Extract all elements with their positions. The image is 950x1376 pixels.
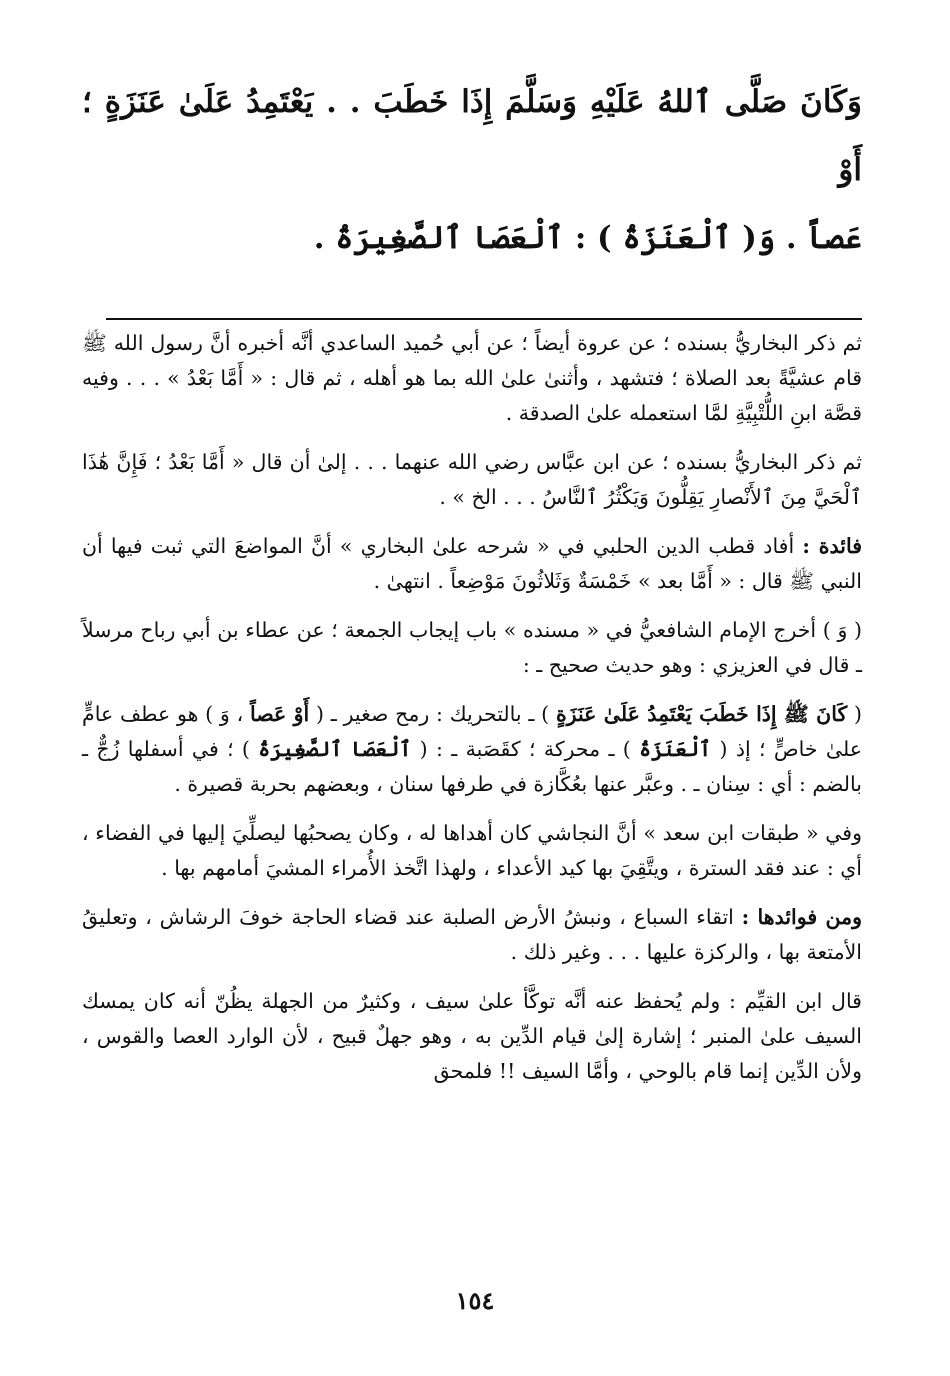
benefits-heading: ومن فوائدها : xyxy=(741,905,862,929)
commentary-paragraph-2: ثم ذكر البخاريُّ بسنده ؛ عن ابن عبَّاس رضي الله عنهما . . . إلىٰ أن قال « أَمَّا بَعْدُ ؛ فَإِنَّ هَٰذَا ٱلْحَيَّ مِنَ ٱلأَنْصارِ يَقِلُّونَ وَيَكْثُرُ ٱلنَّاسُ . . . الخ » . xyxy=(82,450,862,509)
page-number: ١٥٤ xyxy=(455,1286,495,1315)
footnote-separator xyxy=(106,318,862,320)
hadith-text xyxy=(82,68,862,272)
commentary-paragraph-5 xyxy=(82,697,862,802)
commentary-paragraph-1: ثم ذكر البخاريُّ بسنده ؛ عن عروة أيضاً ؛ عن أبي حُميد الساعدي أنَّه أخبره أنَّ رسول الله ﷺ قام عشيَّةً بعد الصلاة ؛ فتشهد ، وأثنىٰ علىٰ الله بما هو أهله ، ثم قال : « أَمَّا بَعْدُ » . . . وفيه قصَّة ابنِ اللُّتْبِيَّةِ لمَّا استعمله علىٰ الصدقة . xyxy=(82,331,862,425)
hadith-line-1: وَكَانَ صَلَّى ٱللهُ عَلَيْهِ وَسَلَّمَ إِذَا خَطَبَ . . يَعْتَمِدُ عَلَىٰ عَنَزَةٍ ؛ أَوْ xyxy=(82,84,862,188)
commentary-paragraph-3 xyxy=(82,529,862,599)
p5-text-5: ) ؛ في أسفلها زُجٌّ ـ بالضم : أي : سِنان ـ . وعبَّر عنها بعُكَّازة في طرفها سنان ، وبعضهم بحربة قصيرة . xyxy=(82,737,862,796)
p5-text-3: ، وَ ) هو عطف عامٍّ علىٰ خاصٍّ ؛ إذ ( xyxy=(82,702,862,761)
commentary-paragraph-6: وفي « طبقات ابن سعد » أنَّ النجاشي كان أهداها له ، وكان يصحبُها ليصلِّيَ إليها في الفضاء ، أي : عند فقد السترة ، ويتَّقِيَ بها كيد الأعداء ، ولهذا اتَّخذ الأُمراء المشيَ أمامهم بها . xyxy=(82,821,862,880)
p5-text-1: ( xyxy=(847,702,863,726)
commentary-paragraph-7 xyxy=(82,900,862,970)
commentary xyxy=(82,326,862,1089)
commentary-paragraph-4: ( وَ ) أخرج الإمام الشافعيُّ في « مسنده » باب إيجاب الجمعة ؛ عن عطاء بن أبي رباح مرسلاً ـ قال في العزيزي : وهو حديث صحيح ـ : xyxy=(82,618,862,677)
hadith-line-2: عَصاً . وَ( ٱلْعَنَزَةُ ) : ٱلْعَصَا ٱلصَّغِيرَةُ . xyxy=(313,220,862,256)
p5-quote-3: ٱلْعَنَزَةُ xyxy=(639,737,712,761)
benefit-heading: فائدة : xyxy=(802,534,862,558)
p5-text-4: ) ـ محركة ؛ كقَصَبة ـ : ( xyxy=(411,737,640,761)
commentary-paragraph-8: قال ابن القيِّم : ولم يُحفظ عنه أنَّه توكَّأ علىٰ سيف ، وكثيرٌ من الجهلة يظُنّ أنه كان يمسك السيف علىٰ المنبر ؛ إشارة إلىٰ قيام الدِّين به ، وهو جهلٌ قبيح ، لأن الوارد العصا والقوس ، ولأن الدِّين إنما قام بالوحي ، وأمَّا السيف !! فلمحق xyxy=(82,989,862,1083)
p5-text-2: ) ـ بالتحريك : رمح صغير ـ ( xyxy=(309,702,556,726)
p5-quote-4: ٱلْعَصَا ٱلصَّغِيرَةُ xyxy=(258,737,412,761)
benefits-text: اتقاء السباع ، ونبشُ الأرض الصلبة عند قضاء الحاجة خوفَ الرشاش ، وتعليقُ الأمتعة بها ، والركزة عليها . . . وغير ذلك . xyxy=(82,905,862,964)
p5-quote-1: كَانَ ﷺ إِذَا خَطَبَ يَعْتَمِدُ عَلَىٰ عَنَزَةٍ xyxy=(555,702,848,726)
p5-quote-2: أَوْ عَصاً xyxy=(250,702,310,726)
benefit-text: أفاد قطب الدين الحلبي في « شرحه علىٰ البخاري » أنَّ المواضعَ التي ثبت فيها أن النبي ﷺ قال : « أَمَّا بعد » خَمْسَةٌ وَثَلاثُونَ مَوْضِعاً . انتهىٰ . xyxy=(82,534,862,593)
